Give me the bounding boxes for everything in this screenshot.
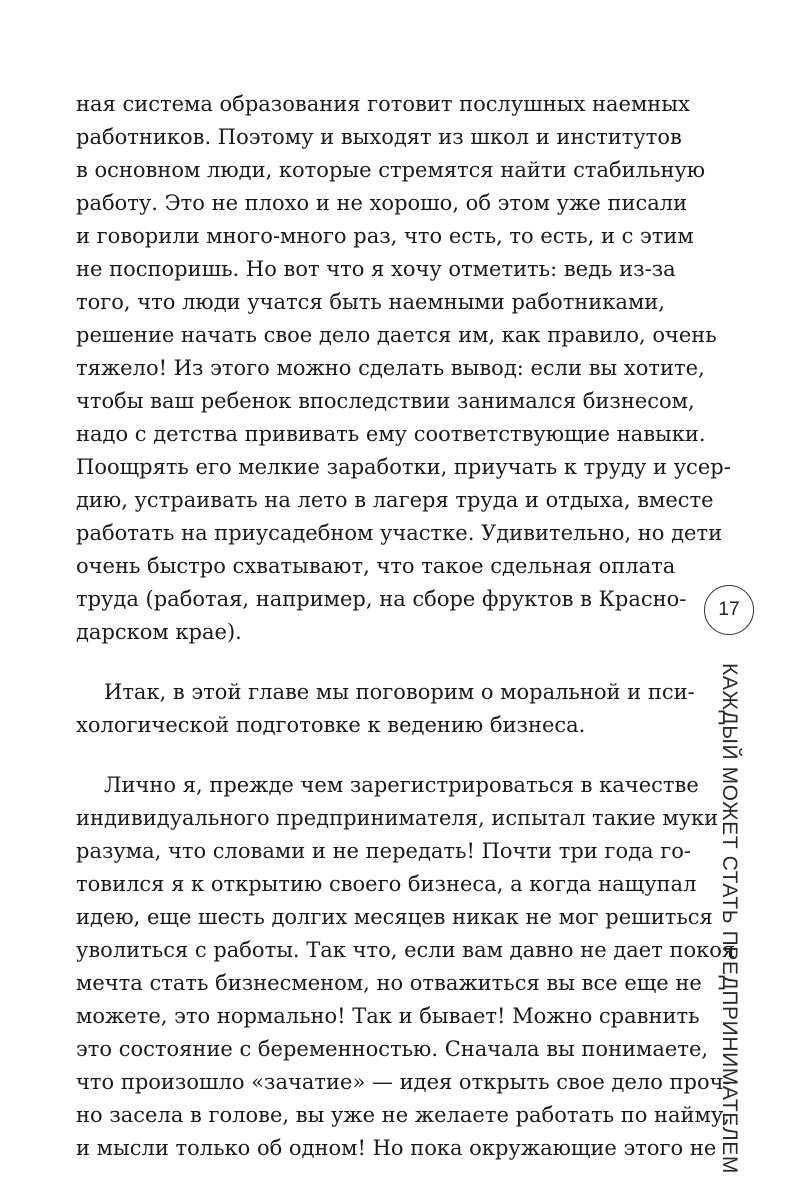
paragraph-2 bbox=[76, 676, 695, 742]
text-line: решение начать свое дело дается им, как правило, очень bbox=[76, 323, 717, 347]
text-line: работу. Это не плохо и не хорошо, об этом уже писали bbox=[76, 191, 688, 215]
text-line: Поощрять его мелкие заработки, приучать к труду и усер- bbox=[76, 455, 731, 479]
text-line: труда (работая, например, на сборе фруктов в Красно- bbox=[76, 587, 687, 611]
text-line: дию, устраивать на лето в лагеря труда и отдыха, вместе bbox=[76, 488, 714, 512]
text-line: это состояние с беременностью. Сначала вы понимаете, bbox=[76, 1037, 709, 1061]
text-line: и говорили много-много раз, что есть, то есть, и с этим bbox=[76, 224, 694, 248]
text-line: и мысли только об одном! Но пока окружающие этого не bbox=[76, 1136, 717, 1160]
text-line: ная система образования готовит послушных наемных bbox=[76, 92, 690, 116]
text-line: очень быстро схватывают, что такое сдельная оплата bbox=[76, 554, 676, 578]
text-line: Лично я, прежде чем зарегистрироваться в качестве bbox=[104, 773, 699, 797]
text-line: того, что люди учатся быть наемными работниками, bbox=[76, 290, 665, 314]
text-line: надо с детства прививать ему соответствующие навыки. bbox=[76, 422, 706, 446]
text-line: но засела в голове, вы уже не желаете работать по найму, bbox=[76, 1103, 730, 1127]
text-line: не поспоришь. Но вот что я хочу отметить: ведь из-за bbox=[76, 257, 676, 281]
text-line: можете, это нормально! Так и бывает! Можно сравнить bbox=[76, 1004, 700, 1028]
page-number: 17 bbox=[704, 585, 754, 635]
text-line: уволиться с работы. Так что, если вам давно не дает покоя bbox=[76, 938, 736, 962]
text-line: тяжело! Из этого можно сделать вывод: если вы хотите, bbox=[76, 356, 705, 380]
text-line: работников. Поэтому и выходят из школ и институтов bbox=[76, 125, 682, 149]
text-line: дарском крае). bbox=[76, 620, 242, 644]
text-line: разума, что словами и не передать! Почти три года го- bbox=[76, 839, 691, 863]
running-head: КАЖДЫЙ МОЖЕТ СТАТЬ ПРЕДПРИНИМАТЕЛЕМ bbox=[718, 663, 741, 1174]
text-line: что произошло «зачатие» — идея открыть свое дело проч- bbox=[76, 1070, 731, 1094]
text-line: идею, еще шесть долгих месяцев никак не мог решиться bbox=[76, 905, 713, 929]
text-line: индивидуального предпринимателя, испытал такие муки bbox=[76, 806, 719, 830]
text-line: Итак, в этой главе мы поговорим о моральной и пси- bbox=[104, 680, 695, 704]
text-line: товился я к открытию своего бизнеса, а когда нащупал bbox=[76, 872, 697, 896]
text-line: чтобы ваш ребенок впоследствии занимался бизнесом, bbox=[76, 389, 695, 413]
text-line: работать на приусадебном участке. Удивительно, но дети bbox=[76, 521, 723, 545]
text-line: хологической подготовке к ведению бизнеса. bbox=[76, 713, 586, 737]
text-line: в основном люди, которые стремятся найти стабильную bbox=[76, 158, 706, 182]
text-line: мечта стать бизнесменом, но отважиться вы все еще не bbox=[76, 971, 702, 995]
